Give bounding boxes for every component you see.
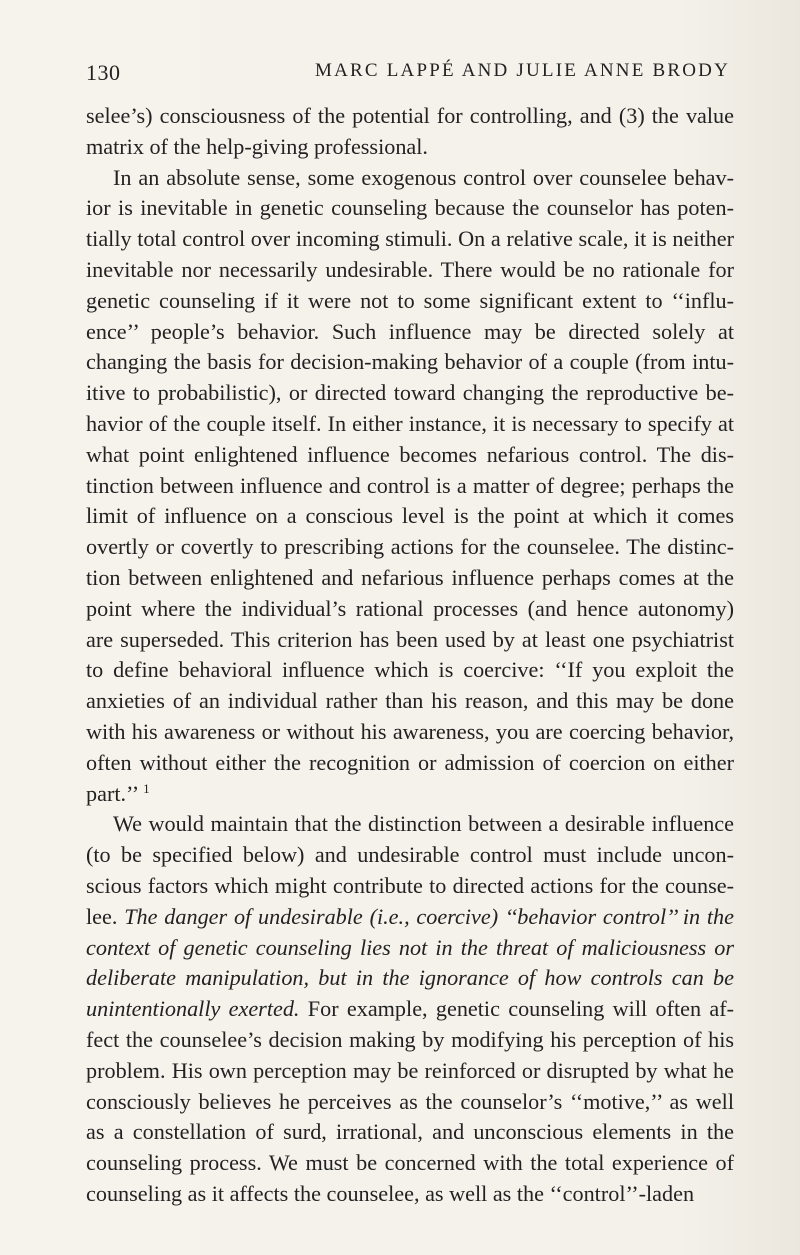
body-text bbox=[86, 101, 734, 1210]
paragraph-exogenous-control-text: In an absolute sense, some exogenous control over counselee behavior is inevitable in genetic counseling because the counselor has potentially total control over incoming stimuli. On a relative scale, it is neither inevitable nor necessarily undesirable. There would be no rationale for genetic counseling if it were not to some significant extent to ‘‘influence’’ people’s behavior. Such influence may be directed solely at changing the basis for decision-making behavior of a couple (from intuitive to probabilistic), or directed toward changing the reproductive behavior of the couple itself. In either instance, it is necessary to specify at what point enlightened influence becomes nefarious control. The distinction between influence and control is a matter of degree; perhaps the limit of influence on a conscious level is the point at which it comes overtly or covertly to prescribing actions for the counselee. The distinction between enlightened and nefarious influence perhaps comes at the point where the individual’s rational processes (and hence autonomy) are superseded. This criterion has been used by at least one psychiatrist to define behavioral influence which is coercive: ‘‘If you exploit the anxieties of an individual rather than his reason, and this may be done with his awareness or without his awareness, you are coercing behavior, often without either the recognition or admission of coercion on either part.’’ bbox=[86, 164, 734, 806]
italic-emphasis: The danger of undesirable (i.e., coercive) ‘‘behavior control’’ in the context of genetic counseling lies not in the threat of maliciousness or deliberate manipulation, but in the ignorance of how controls can be unintentionally exerted. bbox=[86, 903, 734, 1022]
paragraph-continued: selee’s) consciousness of the potential for controlling, and (3) the value matrix of the help-giving professional. bbox=[86, 103, 734, 159]
paragraph-desirable-influence bbox=[86, 809, 734, 1209]
paragraph-exogenous-control bbox=[86, 163, 734, 810]
paragraph-desirable-influence-start: We would maintain that the distinction between a desirable influence (to be specified below) and undesirable control must include unconscious factors which might contribute to directed actions for the counselee. bbox=[86, 811, 734, 929]
running-title: MARC LAPPÉ AND JULIE ANNE BRODY bbox=[315, 60, 730, 81]
paragraph-desirable-influence-end: For example, genetic counseling will often affect the counselee’s decision making by modifying his perception of his problem. His own perception may be reinforced or disrupted by what he consciously believes he perceives as the counselor’s ‘‘motive,’’ as well as a constellation of surd, irrational, and unconscious elements in the counseling process. We must be concerned with the total experience of counseling as it affects the counselee, as well as the ‘‘control’’-laden bbox=[86, 996, 734, 1206]
footnote-marker: 1 bbox=[143, 780, 150, 796]
page-number: 130 bbox=[86, 60, 121, 85]
running-head bbox=[86, 60, 730, 90]
